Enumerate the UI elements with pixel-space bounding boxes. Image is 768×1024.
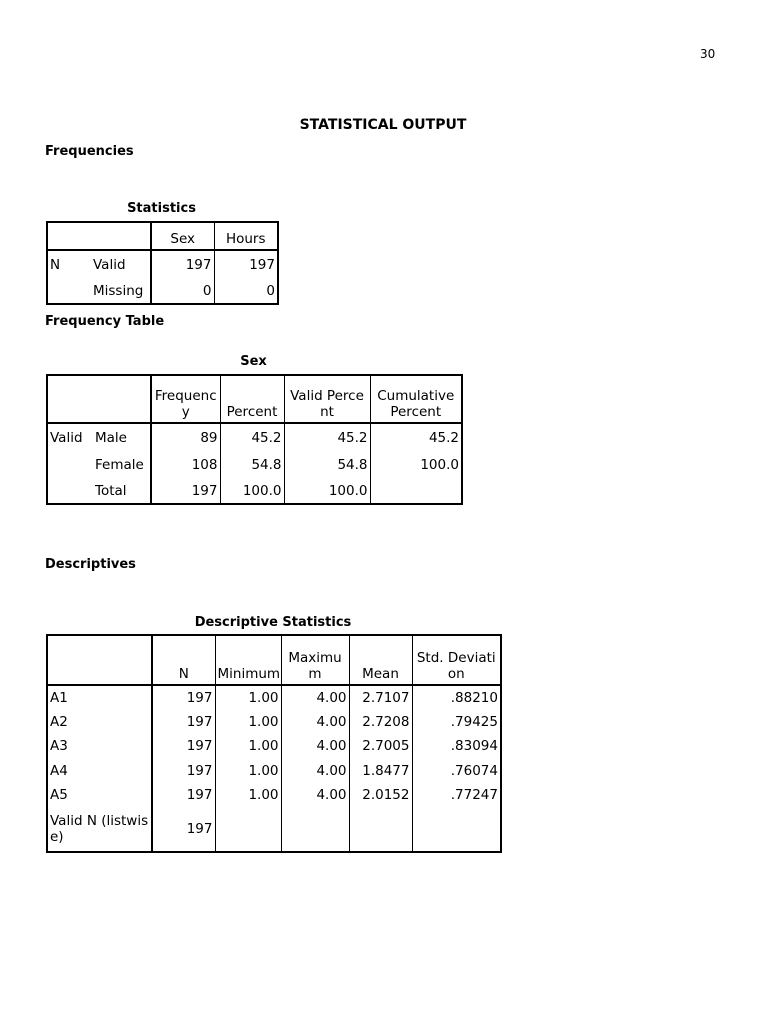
cell: 89 bbox=[151, 423, 220, 451]
cell: 1.00 bbox=[215, 710, 281, 735]
sex-col-cumulative-percent: Cumulative Percent bbox=[370, 375, 462, 423]
cell: 197 bbox=[151, 250, 214, 278]
cell: 2.7005 bbox=[349, 734, 412, 759]
row-label: Valid bbox=[93, 256, 126, 273]
descriptive-table bbox=[46, 634, 502, 853]
cell bbox=[215, 808, 281, 852]
sex-corner bbox=[47, 375, 151, 423]
cell: .88210 bbox=[412, 685, 501, 710]
cell: 1.00 bbox=[215, 759, 281, 784]
table-row bbox=[47, 451, 462, 478]
desc-col-maximum: Maximum bbox=[281, 635, 349, 685]
cell: 197 bbox=[152, 808, 215, 852]
cell: 2.0152 bbox=[349, 783, 412, 808]
table-row bbox=[47, 478, 462, 504]
cell bbox=[281, 808, 349, 852]
table-row bbox=[47, 783, 501, 808]
statistics-col-sex: Sex bbox=[151, 222, 214, 250]
row-group: Valid bbox=[50, 429, 83, 446]
cell: 1.00 bbox=[215, 685, 281, 710]
statistics-corner bbox=[47, 222, 151, 250]
cell: .76074 bbox=[412, 759, 501, 784]
table-row bbox=[47, 808, 501, 852]
cell: 1.00 bbox=[215, 734, 281, 759]
table-row bbox=[47, 710, 501, 735]
cell: .77247 bbox=[412, 783, 501, 808]
cell: 100.0 bbox=[370, 451, 462, 478]
row-label: Total bbox=[95, 482, 127, 499]
row-label: A5 bbox=[50, 787, 68, 804]
page-number: 30 bbox=[700, 47, 716, 61]
sex-caption: Sex bbox=[240, 354, 267, 369]
cell: 4.00 bbox=[281, 759, 349, 784]
cell: 197 bbox=[152, 783, 215, 808]
desc-col-std-deviation: Std. Deviation bbox=[412, 635, 501, 685]
cell: 2.7208 bbox=[349, 710, 412, 735]
cell: 45.2 bbox=[284, 423, 370, 451]
cell: 1.00 bbox=[215, 783, 281, 808]
table-row bbox=[47, 278, 278, 304]
cell: 197 bbox=[152, 685, 215, 710]
row-group: N bbox=[50, 256, 61, 273]
cell: 0 bbox=[214, 278, 278, 304]
cell: 4.00 bbox=[281, 685, 349, 710]
sex-col-valid-percent: Valid Percent bbox=[284, 375, 370, 423]
table-row bbox=[47, 423, 462, 451]
row-label: A1 bbox=[50, 689, 68, 706]
cell: 54.8 bbox=[220, 451, 284, 478]
cell: 0 bbox=[151, 278, 214, 304]
sex-col-percent: Percent bbox=[220, 375, 284, 423]
row-label: Male bbox=[95, 429, 127, 446]
cell: 100.0 bbox=[220, 478, 284, 504]
page-title-text: STATISTICAL OUTPUT bbox=[299, 117, 467, 133]
table-row bbox=[47, 250, 278, 278]
page-title bbox=[0, 117, 768, 133]
row-group bbox=[47, 478, 93, 504]
section-descriptives: Descriptives bbox=[45, 557, 136, 572]
row-group bbox=[47, 451, 93, 478]
cell: .79425 bbox=[412, 710, 501, 735]
cell: 100.0 bbox=[284, 478, 370, 504]
descriptive-corner bbox=[47, 635, 152, 685]
sex-table bbox=[46, 374, 463, 505]
cell: .83094 bbox=[412, 734, 501, 759]
cell: 4.00 bbox=[281, 710, 349, 735]
desc-col-minimum: Minimum bbox=[215, 635, 281, 685]
cell: 197 bbox=[214, 250, 278, 278]
desc-col-mean: Mean bbox=[349, 635, 412, 685]
statistics-caption: Statistics bbox=[127, 201, 196, 216]
sex-col-frequency: Frequency bbox=[151, 375, 220, 423]
cell bbox=[349, 808, 412, 852]
table-row bbox=[47, 759, 501, 784]
cell: 197 bbox=[152, 759, 215, 784]
cell: 4.00 bbox=[281, 734, 349, 759]
statistics-table bbox=[46, 221, 279, 305]
cell bbox=[412, 808, 501, 852]
row-label: Valid N (listwise) bbox=[50, 813, 149, 845]
cell: 54.8 bbox=[284, 451, 370, 478]
statistics-col-hours: Hours bbox=[214, 222, 278, 250]
row-label: A3 bbox=[50, 738, 68, 755]
descriptive-body bbox=[47, 685, 501, 852]
descriptive-caption: Descriptive Statistics bbox=[194, 615, 352, 630]
row-label: A2 bbox=[50, 713, 68, 730]
section-frequency-table: Frequency Table bbox=[45, 314, 165, 329]
table-row bbox=[47, 734, 501, 759]
cell: 45.2 bbox=[220, 423, 284, 451]
cell: 197 bbox=[152, 734, 215, 759]
cell: 108 bbox=[151, 451, 220, 478]
row-label: Missing bbox=[93, 282, 144, 299]
cell bbox=[370, 478, 462, 504]
desc-col-n: N bbox=[152, 635, 215, 685]
cell: 197 bbox=[152, 710, 215, 735]
cell: 2.7107 bbox=[349, 685, 412, 710]
cell: 1.8477 bbox=[349, 759, 412, 784]
table-row bbox=[47, 685, 501, 710]
cell: 4.00 bbox=[281, 783, 349, 808]
row-label: Female bbox=[95, 456, 144, 473]
cell: 197 bbox=[151, 478, 220, 504]
row-label: A4 bbox=[50, 762, 68, 779]
cell: 45.2 bbox=[370, 423, 462, 451]
row-group bbox=[47, 278, 91, 304]
section-frequencies: Frequencies bbox=[45, 144, 134, 159]
